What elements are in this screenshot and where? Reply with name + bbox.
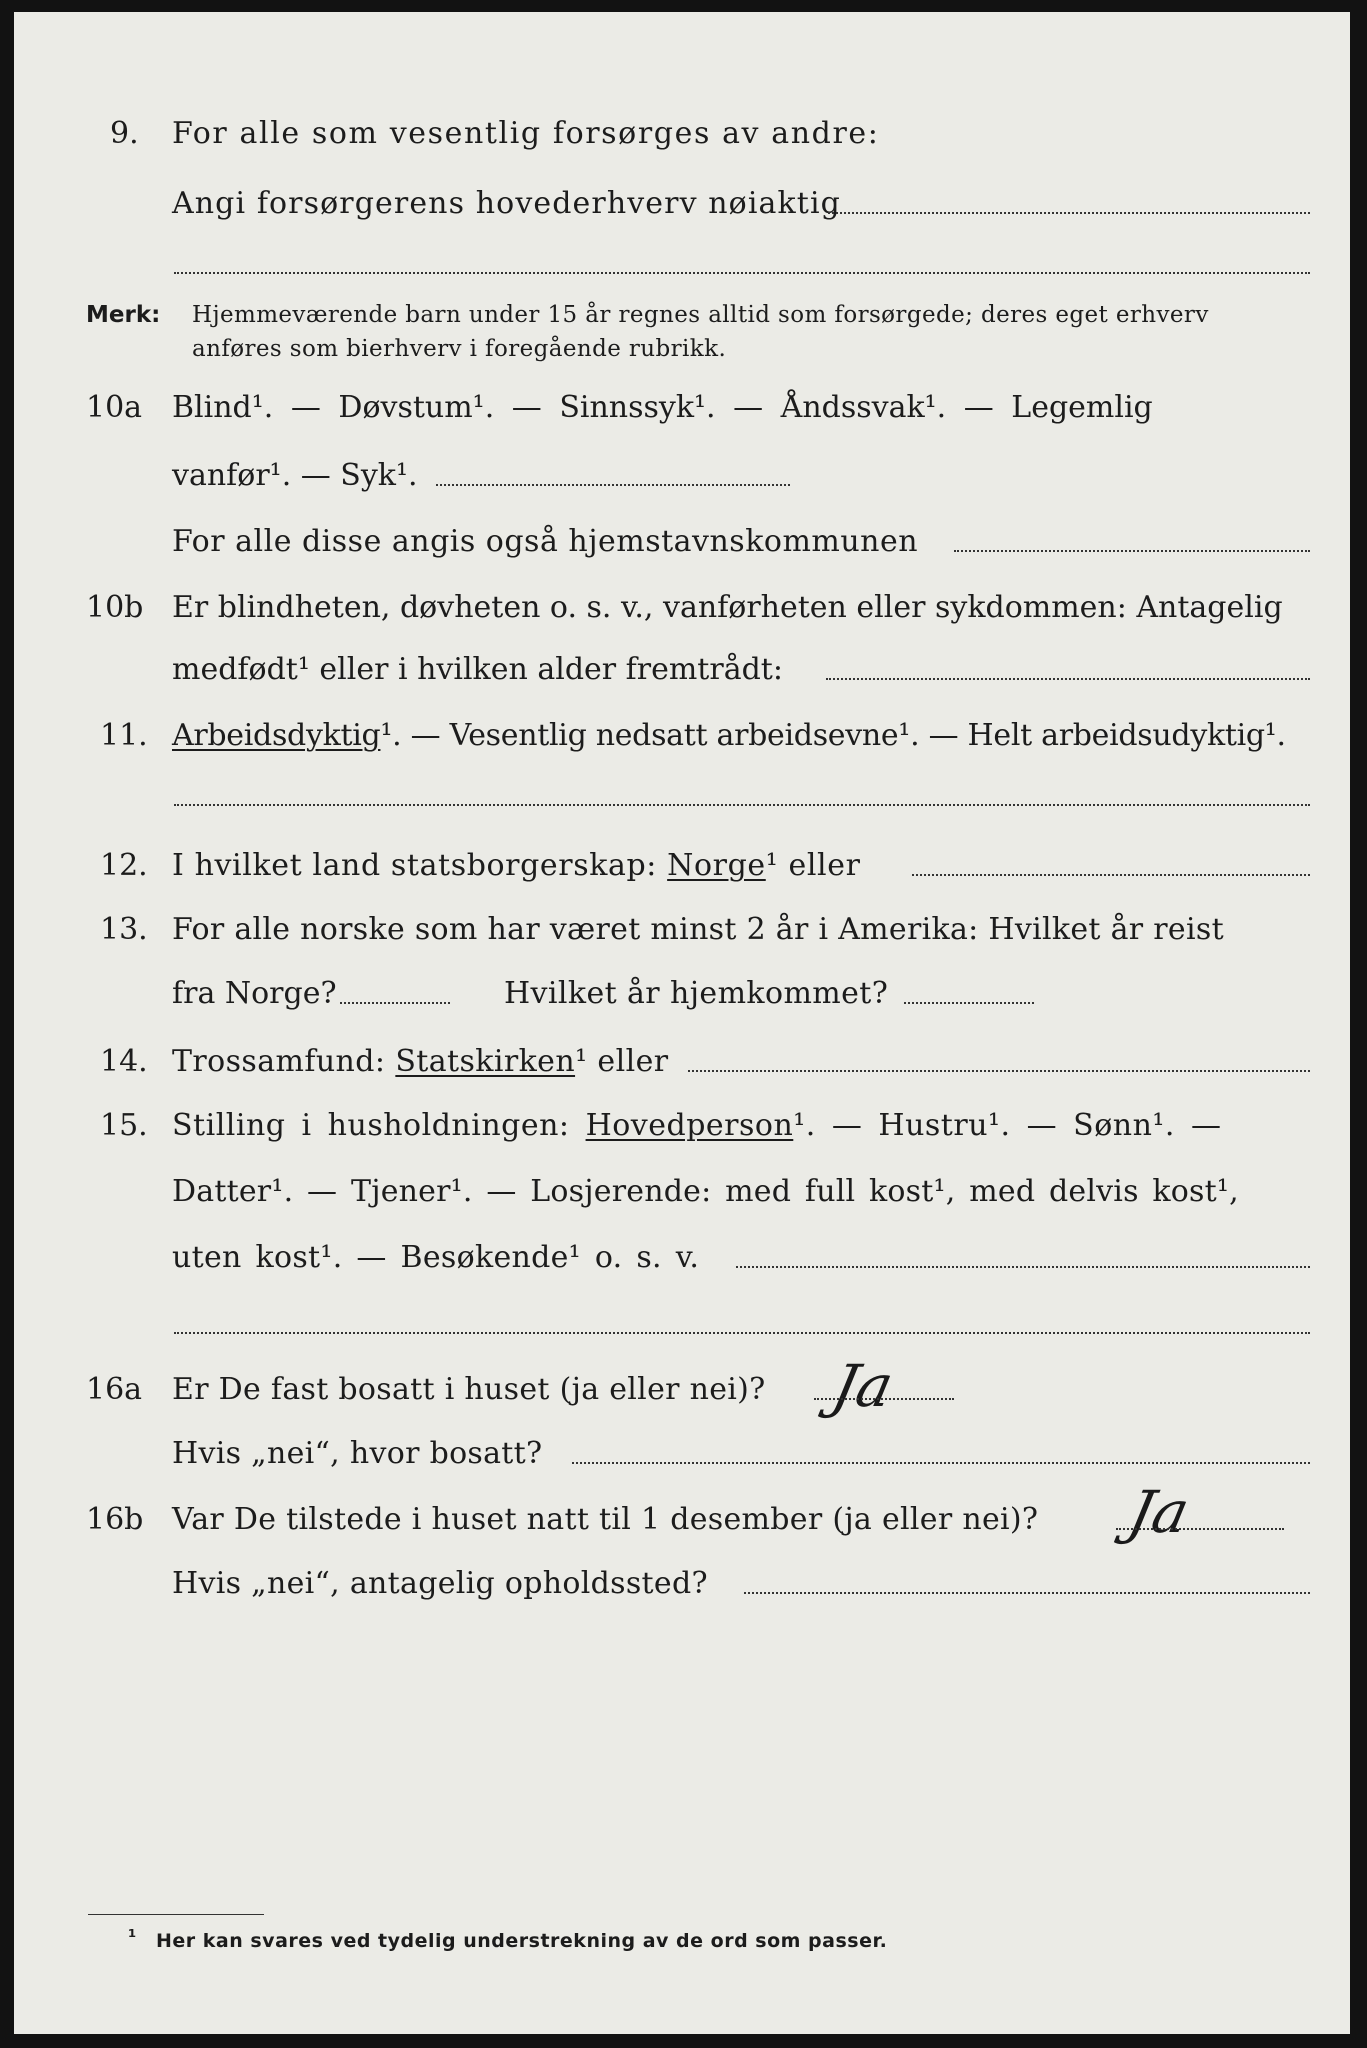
- footnote-text: Her kan svares ved tydelig understrekning av de ord som passer.: [156, 1930, 888, 1952]
- q14-rest: ¹ eller: [575, 1044, 669, 1079]
- q12-question: I hvilket land statsborgerskap:: [172, 848, 668, 883]
- q9-extra-answer-line[interactable]: [174, 272, 1310, 274]
- q15-number: 15.: [100, 1108, 148, 1143]
- q11-answer-line[interactable]: [174, 804, 1310, 806]
- q13-line2b: Hvilket år hjemkommet?: [504, 976, 889, 1011]
- q13-reist-field[interactable]: [340, 1002, 450, 1004]
- q13-number: 13.: [100, 912, 148, 947]
- q15-extra-answer-line[interactable]: [174, 1332, 1310, 1334]
- census-form-page: [14, 12, 1350, 2034]
- merk-label-text: Merk:: [86, 302, 161, 328]
- q10b-number: 10b: [86, 590, 144, 625]
- merk-line2: anføres som bierhverv i foregående rubrikk.: [192, 336, 727, 362]
- q9-line2: Angi forsørgerens hovederhverv nøiaktig: [172, 186, 841, 221]
- q16b-line2: Hvis „nei“, antagelig opholdssted?: [172, 1566, 708, 1601]
- q16b-handwritten-answer: Ja: [1122, 1478, 1196, 1546]
- q12-line: [172, 848, 861, 884]
- q14-line: [172, 1044, 668, 1080]
- q16a-handwritten-answer: Ja: [826, 1352, 900, 1420]
- q10a-hjemstavn-field[interactable]: [954, 550, 1310, 552]
- q10a-line3: For alle disse angis også hjemstavnskommunen: [172, 524, 919, 559]
- merk-line1: Hjemmeværende barn under 15 år regnes alltid som forsørgede; deres eget erhverv: [192, 302, 1209, 328]
- q10b-line1: Er blindheten, døvheten o. s. v., vanførheten eller sykdommen: Antagelig: [172, 590, 1283, 625]
- q14-question: Trossamfund:: [172, 1044, 396, 1079]
- q16a-answer-field[interactable]: [814, 1398, 954, 1400]
- q15-answer-field[interactable]: [736, 1266, 1310, 1268]
- q9-line1: For alle som vesentlig forsørges av andre:: [172, 116, 880, 151]
- q13-line2a: fra Norge?: [172, 976, 337, 1011]
- q12-underlined-choice: Norge: [667, 848, 766, 883]
- q15-question: Stilling i husholdningen:: [172, 1108, 586, 1143]
- q10a-number: 10a: [86, 390, 143, 425]
- q9-answer-field[interactable]: [828, 212, 1310, 214]
- q11-underlined-choice: Arbeidsdyktig: [172, 718, 381, 753]
- q16a-bosatt-field[interactable]: [572, 1462, 1310, 1464]
- q13-hjemkommet-field[interactable]: [904, 1002, 1034, 1004]
- q9-number: 9.: [110, 116, 139, 151]
- q16b-number: 16b: [86, 1502, 144, 1537]
- q16a-line1: Er De fast bosatt i huset (ja eller nei)?: [172, 1372, 766, 1407]
- q16b-answer-field[interactable]: [1116, 1528, 1284, 1530]
- q14-number: 14.: [100, 1044, 148, 1079]
- footnote-divider: [88, 1914, 264, 1915]
- footnote-mark: ¹: [128, 1926, 137, 1948]
- q15-line2: Datter¹. — Tjener¹. — Losjerende: med full kost¹, med delvis kost¹,: [172, 1174, 1239, 1209]
- q16b-opholdssted-field[interactable]: [744, 1592, 1310, 1594]
- q15-line1: [172, 1108, 1222, 1144]
- q10b-alder-field[interactable]: [826, 678, 1310, 680]
- merk-label: [86, 300, 160, 330]
- q12-answer-field[interactable]: [912, 874, 1310, 876]
- q10a-line2: vanfør¹. — Syk¹.: [172, 458, 418, 493]
- q16b-line1: Var De tilstede i huset natt til 1 desember (ja eller nei)?: [172, 1502, 1039, 1537]
- q10a-syk-field[interactable]: [436, 484, 790, 486]
- q12-number: 12.: [100, 848, 148, 883]
- q14-underlined-choice: Statskirken: [395, 1044, 576, 1079]
- q11-line: [172, 718, 1286, 754]
- q13-line1: For alle norske som har været minst 2 år i Amerika: Hvilket år reist: [172, 912, 1224, 947]
- q14-answer-field[interactable]: [688, 1070, 1310, 1072]
- q15-underlined-choice: Hovedperson: [585, 1108, 794, 1143]
- q11-rest: ¹. — Vesentlig nedsatt arbeidsevne¹. — Helt arbeidsudyktig¹.: [380, 718, 1286, 753]
- q10b-line2: medfødt¹ eller i hvilken alder fremtrådt:: [172, 652, 783, 687]
- q16a-number: 16a: [86, 1372, 143, 1407]
- q16a-line2: Hvis „nei“, hvor bosatt?: [172, 1436, 543, 1471]
- q15-line3: uten kost¹. — Besøkende¹ o. s. v.: [172, 1240, 700, 1275]
- q11-number: 11.: [100, 718, 148, 753]
- q10a-line1: Blind¹. — Døvstum¹. — Sinnssyk¹. — Åndssvak¹. — Legemlig: [172, 390, 1153, 425]
- q12-rest: ¹ eller: [765, 848, 861, 883]
- q15-rest: ¹. — Hustru¹. — Sønn¹. —: [793, 1108, 1222, 1143]
